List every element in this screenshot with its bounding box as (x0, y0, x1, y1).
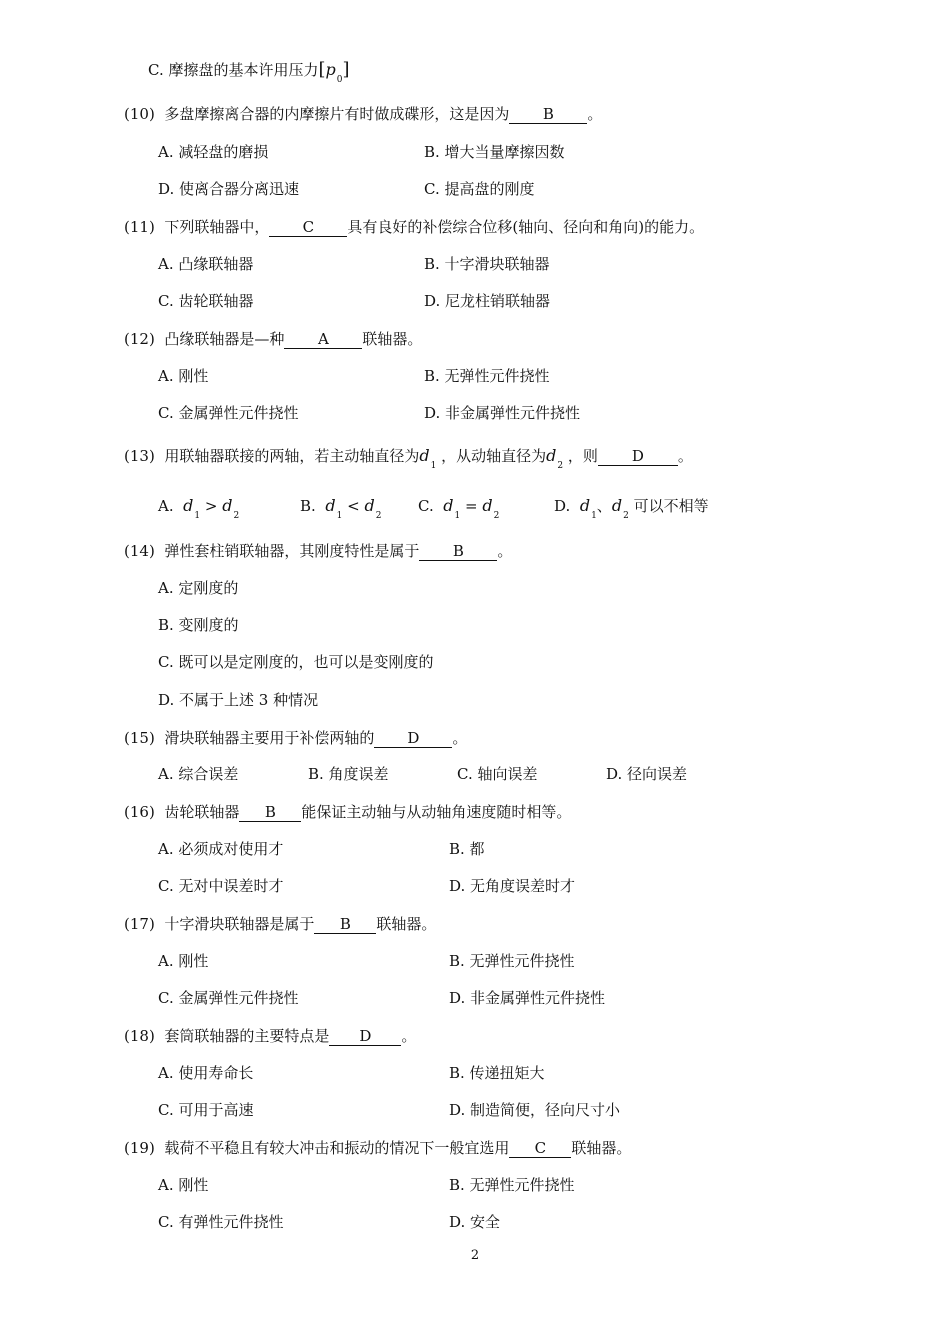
answer-blank[interactable]: B (314, 916, 376, 934)
q12-option-c: C. 金属弹性元件挠性 (158, 404, 299, 422)
q18-option-d: D. 制造简便，径向尺寸小 (449, 1101, 621, 1119)
q17-option-c: C. 金属弹性元件挠性 (158, 989, 299, 1007)
q12-stem: (12) 凸缘联轴器是—种 A 联轴器。 (124, 330, 423, 348)
q13-option-b: B. $d_1 < d_2$ (300, 496, 382, 521)
q18-option-c: C. 可用于高速 (158, 1101, 254, 1119)
q11-option-d: D. 尼龙柱销联轴器 (424, 292, 551, 310)
q13-option-c: C. $d_1 = d_2$ (418, 496, 500, 521)
q18-option-a: A. 使用寿命长 (158, 1064, 254, 1082)
q14-stem: (14) 弹性套柱销联轴器，其刚度特性是属于 B 。 (124, 542, 513, 560)
q9-option-c: C. 摩擦盘的基本许用压力$[p_0]$ (148, 59, 350, 85)
answer-blank[interactable]: B (419, 543, 497, 561)
q14-option-d: D. 不属于上述 3 种情况 (158, 691, 319, 709)
q11-option-b: B. 十字滑块联轴器 (424, 255, 550, 273)
q15-option-c: C. 轴向误差 (457, 765, 538, 783)
q15-stem: (15) 滑块联轴器主要用于补偿两轴的 D 。 (124, 729, 468, 747)
q16-option-d: D. 无角度误差时才 (449, 877, 576, 895)
q19-option-a: A. 刚性 (158, 1176, 209, 1194)
q12-option-d: D. 非金属弹性元件挠性 (424, 404, 581, 422)
q13-option-a: A. $d_1 > d_2$ (158, 496, 240, 521)
answer-blank[interactable]: D (374, 730, 452, 748)
q18-stem: (18) 套筒联轴器的主要特点是 D 。 (124, 1027, 417, 1045)
q19-option-c: C. 有弹性元件挠性 (158, 1213, 284, 1231)
q16-stem: (16) 齿轮联轴器 B 能保证主动轴与从动轴角速度随时相等。 (124, 803, 572, 821)
q10-option-d: D. 使离合器分离迅速 (158, 180, 300, 198)
q15-option-d: D. 径向误差 (606, 765, 688, 783)
answer-blank[interactable]: D (329, 1028, 401, 1046)
q11-option-c: C. 齿轮联轴器 (158, 292, 254, 310)
q13-option-d: D. $d_1$、$d_2$ 可以不相等 (554, 496, 709, 521)
q10-stem: (10) 多盘摩擦离合器的内摩擦片有时做成碟形，这是因为 B 。 (124, 105, 603, 123)
q10-option-b: B. 增大当量摩擦因数 (424, 143, 565, 161)
q18-option-b: B. 传递扭矩大 (449, 1064, 545, 1082)
q14-option-a: A. 定刚度的 (158, 579, 239, 597)
answer-blank[interactable]: A (284, 331, 362, 349)
q19-stem: (19) 载荷不平稳且有较大冲击和振动的情况下一般宜选用 C 联轴器。 (124, 1139, 632, 1157)
q12-option-b: B. 无弹性元件挠性 (424, 367, 550, 385)
q16-option-c: C. 无对中误差时才 (158, 877, 284, 895)
answer-blank[interactable]: D (598, 448, 678, 466)
answer-blank[interactable]: B (509, 106, 587, 124)
answer-blank[interactable]: B (239, 804, 301, 822)
q16-option-a: A. 必须成对使用才 (158, 840, 284, 858)
q10-option-a: A. 减轻盘的磨损 (158, 143, 269, 161)
answer-blank[interactable]: C (269, 219, 347, 237)
q13-stem: (13) 用联轴器联接的两轴，若主动轴直径为$d_1$ ，从动轴直径为$d_2$ ，则 D 。 (124, 446, 693, 471)
q11-option-a: A. 凸缘联轴器 (158, 255, 254, 273)
q19-option-d: D. 安全 (449, 1213, 501, 1231)
q17-option-d: D. 非金属弹性元件挠性 (449, 989, 606, 1007)
q19-option-b: B. 无弹性元件挠性 (449, 1176, 575, 1194)
q12-option-a: A. 刚性 (158, 367, 209, 385)
q17-stem: (17) 十字滑块联轴器是属于 B 联轴器。 (124, 915, 437, 933)
q15-option-a: A. 综合误差 (158, 765, 239, 783)
q17-option-a: A. 刚性 (158, 952, 209, 970)
q15-option-b: B. 角度误差 (308, 765, 389, 783)
page-number: 2 (470, 1248, 480, 1263)
q11-stem: (11) 下列联轴器中， C 具有良好的补偿综合位移(轴向、径向和角向)的能力。 (124, 218, 705, 236)
q16-option-b: B. 都 (449, 840, 485, 858)
q17-option-b: B. 无弹性元件挠性 (449, 952, 575, 970)
q14-option-c: C. 既可以是定刚度的，也可以是变刚度的 (158, 653, 434, 671)
answer-blank[interactable]: C (509, 1140, 571, 1158)
q14-option-b: B. 变刚度的 (158, 616, 239, 634)
q10-option-c: C. 提高盘的刚度 (424, 180, 535, 198)
